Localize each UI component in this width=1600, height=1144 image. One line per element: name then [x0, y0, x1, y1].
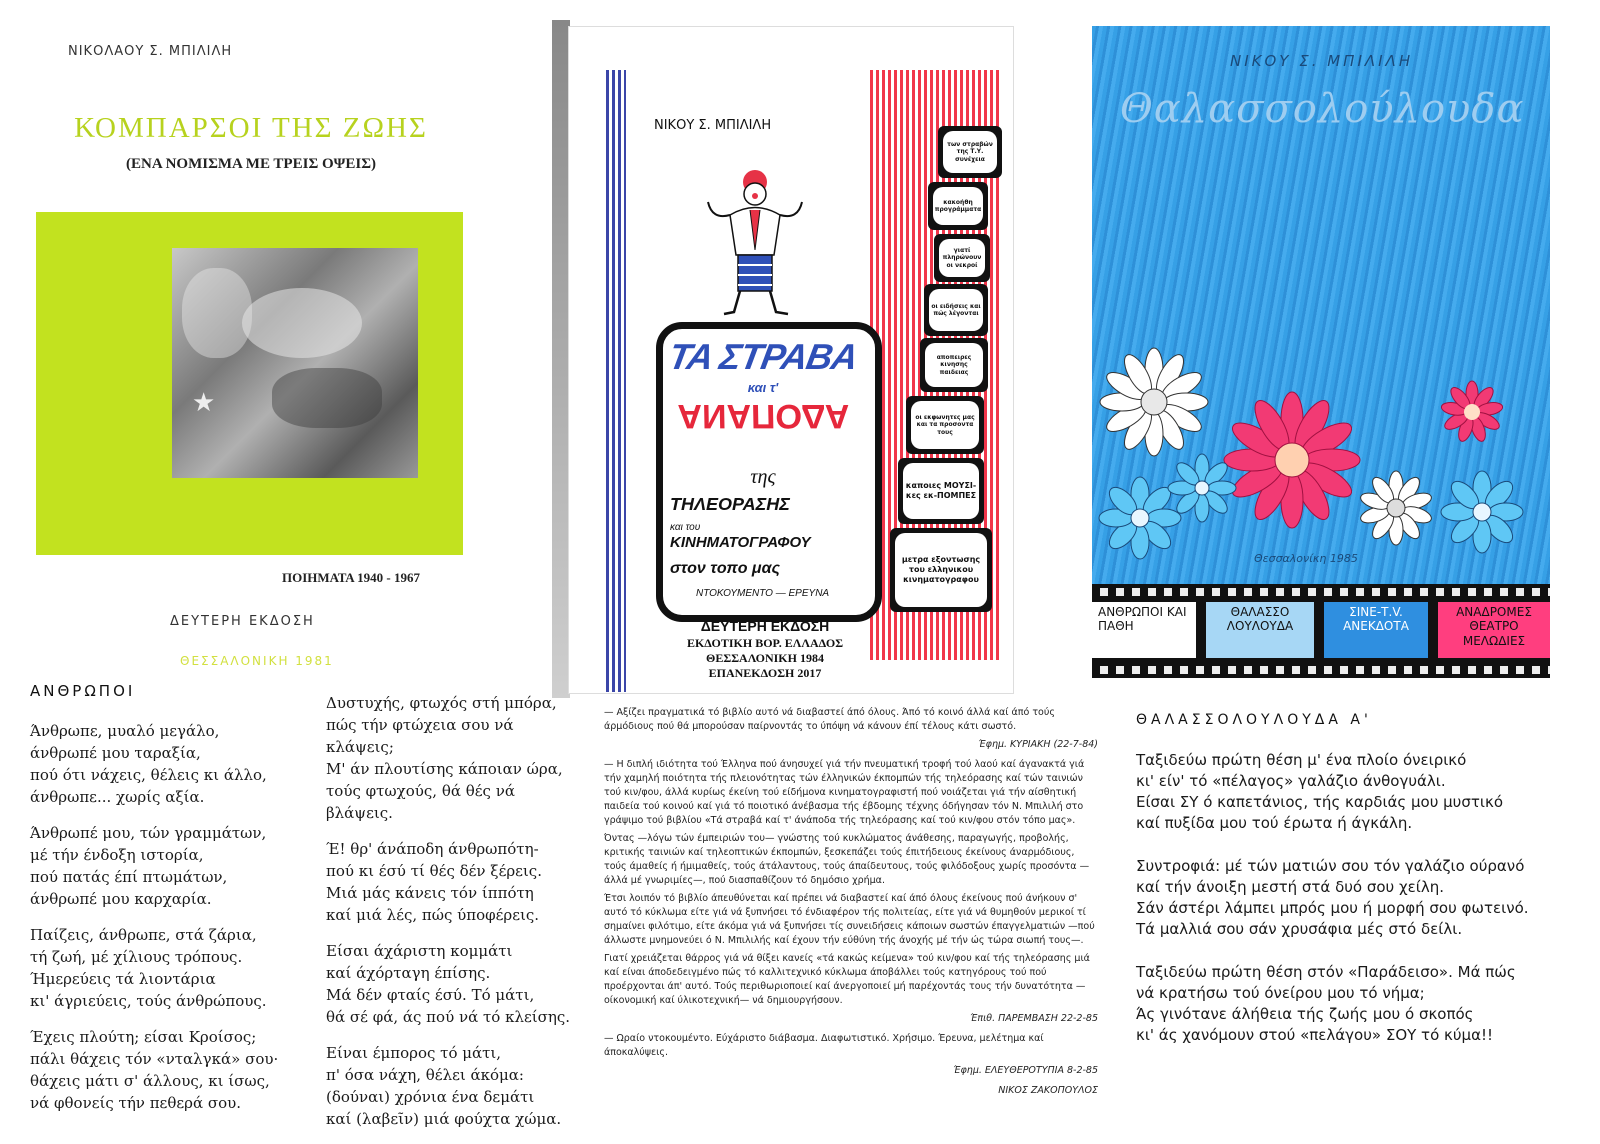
poem-line: Δυστυχής, φτωχός στή μπόρα, [326, 694, 557, 712]
book1-edition: ΔΕΥΤΕΡΗ ΕΚΔΟΣΗ [170, 614, 315, 629]
poem-stanza [30, 1026, 280, 1114]
poem-line: Είσαι άχάριστη κομμάτι [326, 942, 513, 960]
book2-title-line7: ΚΙΝΗΜΑΤΟΓΡΑΦΟΥ [670, 534, 811, 551]
poem-line: καί άχόρταγη έπίσης. [326, 964, 491, 982]
tv-set [906, 396, 984, 454]
star-icon: ★ [192, 388, 216, 418]
poem-middle [326, 692, 576, 1144]
book2-author: ΝΙΚΟΥ Σ. ΜΠΙΛΙΛΗ [654, 118, 772, 133]
poem-stanza [326, 940, 576, 1028]
poem-line: άνθρωπέ μου ταραξία, [30, 744, 201, 762]
review-source: Έπιθ. ΠΑΡΕΜΒΑΣΗ 22-2-85 [970, 1013, 1098, 1024]
poem-line: θά σέ φά, άς πού νά τό κλείσης. [326, 1008, 570, 1026]
book2-title-line3: ΑΝΑΠΟΔΑ [673, 397, 853, 435]
filmstrip-box-people: ΑΝΘΡΩΠΟΙ ΚΑΙ ΠΑΘΗ [1092, 602, 1196, 658]
poem-line: καί (λαβεῖν) μιά φούχτα χώμα. [326, 1110, 562, 1128]
poem-line: Είσαι ΣΥ ό καπετάνιος, τής καρδιάς μου μυστικό [1136, 793, 1503, 811]
tv-label: γιατί πληρώνουν οι νεκροί [939, 239, 985, 277]
tv-label: μετρα εξοντωσης του ελληνικου κινηματογραφου [895, 533, 987, 607]
flowers-illustration [1092, 340, 1550, 570]
review-text: Έτσι λοιπόν τό βιβλίο άπευθύνεται καί πρέπει νά διαβαστεί καί άπό όλους έκείνους πού άνήκουν σ' αυτό τό κύκλωμα είτε γιά νά ξυπνήσει τό ένδιαφέρον τής πολιτείας, είτε γιά νά θυμηθούν μερικοί τί σημαίνει φιλότιμο, είτε άκόμα γιά νά ξυπνήσει τίς συνειδήσεις κάποιων σωστών έπαγγελματιών —πού άλλωστε μνημονεύει ό Ν. Μπιλιλής καί έχουν τήν εύθύνη τής άνοχής μέ τήν ώς τώρα σιωπή τους—. [604, 893, 1095, 946]
poem-stanza [326, 838, 576, 926]
poem-line: Μιά μάς κάνεις τόν ίππότη [326, 884, 534, 902]
poem-line: κι' άγριεύεις, τούς άνθρώπους. [30, 992, 267, 1010]
review-text: — Αξίζει πραγματικά τό βιβλίο αυτό νά διαβαστεί άπό όλους. Άπό τό κοινό άλλά καί άπό τούς άρμόδιους πού θά μπορούσαν παίρνοντάς το ύπόψη νά κάνουν έπί τέλους κάτι σωστό. [604, 707, 1055, 732]
poem-line: θάχεις μάτι σ' άλλους, κι ίσως, [30, 1072, 270, 1090]
tv-set [898, 458, 984, 524]
review-text: Όντας —λόγω τών έμπειριών του— γνώστης τού κυκλώματος άνάθεσης, παραγωγής, προβολής, κριτικής ταινιών καί τηλεοπτικών έκπομπών, ξεσκεπάζει τούς έπιτήδειους έκείνους άναρμόδιους, τούς άμαθείς ή ήμιμαθείς, τούς άτάλαντους, τούς άπαίδευτους, τούς φιλόδοξους χωρίς προσόντα —άλλά μέ γνωριμίες—, πού διασπαθίζουν τό δημόσιο χρήμα. [604, 833, 1090, 886]
book2-title-line5: ΤΗΛΕΟΡΑΣΗΣ [670, 494, 790, 514]
poem-line: νά φθονείς τήν πεθερά σου. [30, 1094, 241, 1112]
tv-set [928, 182, 988, 230]
poem-line: κι' άς χανόμουν στού «πελάγου» ΣΟΥ τό κύμα!! [1136, 1026, 1494, 1044]
poem-line: (δούναι) χρόνια ένα δεμάτι [326, 1088, 535, 1106]
poem-line: Άνθρωπέ μου, τών γραμμάτων, [30, 824, 267, 842]
poem-line: Μ' άν πλουτίσης κάποιαν ώρα, [326, 760, 563, 778]
poem-line: Έ! θρ' άνάποδη άνθρωπότη- [326, 840, 539, 858]
poem-line: Έχεις πλούτη; είσαι Κροίσος; [30, 1028, 257, 1046]
poem-line: καί τήν άνοιξη μεστή στά δυό σου χείλη. [1136, 878, 1445, 896]
clown-illustration [700, 160, 810, 320]
poem-stanza [1136, 750, 1576, 834]
poem-line: πού πατάς έπί πτωμάτων, [30, 868, 228, 886]
tv-set [924, 284, 988, 336]
poem-line: πού ότι νάχεις, θέλεις κι άλλο, [30, 766, 267, 784]
poem-line: Άς γινότανε άλήθεια τής ζωής μου ό σκοπός [1136, 1005, 1474, 1023]
tv-set [920, 338, 988, 392]
poem-stanza [1136, 962, 1576, 1046]
poem-line: κι' είν' τό «πέλαγος» γαλάζιο άνθογυάλι. [1136, 772, 1446, 790]
filmstrip-box-theatre: ΑΝΑΔΡΟΜΕΣ ΘΕΑΤΡΟ ΜΕΛΩΔΙΕΣ [1438, 602, 1550, 658]
tv-set [938, 126, 1002, 178]
poem-stanza [326, 692, 576, 824]
poem-stanza [1136, 856, 1576, 940]
review-author: ΝΙΚΟΣ ΖΑΚΟΠΟΥΛΟΣ [998, 1085, 1098, 1096]
poem-line: τούς φτωχούς, θά θές νά βλάψεις. [326, 782, 515, 822]
poem-line: π' όσα νάχη, θέλει άκόμα: [326, 1066, 524, 1084]
poem-line: πού κι έσύ τί θές δέν ξέρεις. [326, 862, 542, 880]
poem-stanza [30, 720, 280, 808]
book3-title: Θαλασσολούλουδα [1120, 86, 1525, 132]
poem-left [30, 720, 280, 1128]
tv-label: καποιες ΜΟΥΣΙ-κες εκ-ΠΟΜΠΕΣ [903, 463, 979, 519]
poem-line: Ήμερεύεις τά λιοντάρια [30, 970, 216, 988]
poem-line: καί μιά λές, πώς ύποφέρεις. [326, 906, 540, 924]
book2-publisher: ΕΚΔΟΤΙΚΗ ΒΟΡ. ΕΛΛΑΔΟΣ [686, 636, 844, 650]
tv-label: οι εκφωνητες μας και τα προσοντα τους [911, 401, 979, 449]
review-text: — Η διπλή ιδιότητα τού Έλληνα πού άνησυχεί γιά τήν πνευματική τροφή τού λαού καί άγανακτά γιά τήν χαμηλή ποιότητα τής πλειονότητας τών έλληνικών έκπομπών τής τηλεόρασης καί τών ταινιών τού κιν/φου, άλλά κυρίως έκείνη τού είδήμονα κινηματογραφιστή πού νοιάζεται γιά τήν αίσθητική παιδεία τού κοινού καί γιά τό ποιοτικό άνέβασμα τής έβδομης τέχνης όδήγησαν τόν Ν. Μπιλιλή στο γράψιμο τού βιβλίου «Τά στραβά καί τ' άνάποδα τής τηλεόρασης καί τού κιν/φου στόν τόπο μας». [604, 759, 1085, 826]
reviews-column [604, 706, 1098, 1104]
filmstrip-box-flowers: ΘΑΛΑΣΣΟ ΛΟΥΛΟΥΔΑ [1206, 602, 1314, 658]
book2-blue-stripes [606, 70, 626, 692]
poem-line: Παίζεις, άνθρωπε, στά ζάρια, [30, 926, 257, 944]
tv-label: οι ειδήσεις και πώς λέγονται [929, 289, 983, 331]
book1-hands-photo [172, 248, 418, 478]
review-source: Έφημ. ΚΥΡΙΑΚΗ (22-7-84) [978, 739, 1098, 750]
poem-line: Ταξιδεύω πρώτη θέση μ' ένα πλοίο όνειρικό [1136, 751, 1467, 769]
book3-author: ΝΙΚΟΥ Σ. ΜΠΙΛΙΛΗ [1230, 52, 1414, 70]
book1-title: ΚΟΜΠΑΡΣΟΙ ΤΗΣ ΖΩΗΣ [74, 112, 428, 144]
book2-title-line1: ΤΑ ΣΤΡΑΒΑ [665, 336, 861, 377]
book1-city: ΘΕΣΣΑΛΟΝΙΚΗ 1981 [180, 654, 334, 668]
poem-line: Μά δέν φταίς έσύ. Τό μάτι, [326, 986, 535, 1004]
poem-right [1136, 750, 1576, 1068]
poem-line: νά κρατήσω τού όνείρου μου τό νήμα; [1136, 984, 1425, 1002]
book2-title-line8: στον τοπο μας [670, 560, 781, 577]
poem-line: πώς τήν φτώχεια σου νά κλάψεις; [326, 716, 514, 756]
book2-city-year: ΘΕΣΣΑΛΟΝΙΚΗ 1984 [706, 651, 824, 665]
poem-line: Ταξιδεύω πρώτη θέση στόν «Παράδεισο». Μά πώς [1136, 963, 1516, 981]
review-source: Έφημ. ΕΛΕΥΘΕΡΟΤΥΠΙΑ 8-2-85 [953, 1065, 1098, 1076]
book1-author: ΝΙΚΟΛΑΟΥ Σ. ΜΠΙΛΙΛΗ [68, 44, 233, 59]
poem-line: καί πυξίδα μου τού έρωτα ή άγκάλη. [1136, 814, 1413, 832]
poem-line: τή ζωή, μέ χίλιους τρόπους. [30, 948, 243, 966]
book2-title-line4: της [750, 466, 776, 488]
book1-poems-label: ΠΟΙΗΜΑΤΑ 1940 - 1967 [282, 570, 420, 585]
poem-stanza [326, 1042, 576, 1130]
poem-right-heading: ΘΑΛΑΣΣΟΛΟΥΛΟΥΔΑ Α' [1136, 712, 1372, 728]
poem-line: μέ τήν ένδοξη ιστορία, [30, 846, 204, 864]
poem-stanza [30, 822, 280, 910]
poem-stanza [30, 924, 280, 1012]
filmstrip-box-anecdotes: ΣΙΝΕ-Τ.V. ΑΝΕΚΔΟΤΑ [1324, 602, 1428, 658]
poem-line: Σάν άστέρι λάμπει μπρός μου ή μορφή σου φωτεινό. [1136, 899, 1529, 917]
book2-title-line6: και του [670, 522, 701, 533]
poem-line: Άνθρωπε, μυαλό μεγάλο, [30, 722, 220, 740]
book2-title-line2: και τ' [747, 380, 779, 395]
review-text: — Ωραίο ντοκουμέντο. Εύχάριστο διάβασμα. Διαφωτιστικό. Χρήσιμο. Έρευνα, μελέτημα καί άποκαλύψεις. [604, 1033, 1044, 1058]
poem-left-heading: ΑΝΘΡΩΠΟΙ [30, 682, 136, 700]
poem-line: Είναι έμπορος τό μάτι, [326, 1044, 502, 1062]
book1-subtitle: (ΕΝΑ ΝΟΜΙΣΜΑ ΜΕ ΤΡΕΙΣ ΟΨΕΙΣ) [125, 156, 377, 172]
tv-set [934, 234, 990, 282]
book2-edition: ΔΕΥΤΕΡΗ ΕΚΔΟΣΗ [700, 618, 830, 634]
tv-set [890, 528, 992, 612]
review-text: Γιατί χρειάζεται θάρρος γιά νά θίξει κανείς «τά κακώς κείμενα» τού κιν/φου καί τής τηλεόρασης μιά καί είναι άποδεδειγμένο πώς τό καλλιτεχνικό κύκλωμα άποβάλλει τούς κατηγόρους τού πού προέρχονται άπ' αυτό. Τούς περιθωριοποιεί καί άνεργοποιεί μή παρέχοντάς τους τήν δυνατότητα —οίκονομική καί ύλικοτεχνική— νά δημιουργήσουν. [604, 953, 1090, 1006]
tv-label: κακοήθη προγράμματα [933, 187, 983, 225]
poem-line: Συντροφιά: μέ τών ματιών σου τόν γαλάζιο ούρανό [1136, 857, 1525, 875]
poem-line: άνθρωπε... χωρίς αξία. [30, 788, 205, 806]
poem-line: Τά μαλλιά σου σάν χρυσάφια μές στό δείλι. [1136, 920, 1463, 938]
tv-label: αποπειρες κινησης παιδειας [925, 343, 983, 387]
tv-label: των στραβών της Τ.Υ. συνέχεια [943, 131, 997, 173]
book3-filmstrip [1092, 584, 1550, 678]
poem-line: άνθρωπέ μου καρχαρία. [30, 890, 212, 908]
poem-line: πάλι θάχεις τόν «νταλγκά» σου· [30, 1050, 279, 1068]
book2-reissue: ΕΠΑΝΕΚΔΟΣΗ 2017 [708, 666, 822, 680]
book3-place: Θεσσαλονίκη 1985 [1254, 552, 1358, 565]
book2-genre: ΝΤΟΚΟΥΜΕΝΤΟ — ΕΡΕΥΝΑ [696, 588, 830, 599]
